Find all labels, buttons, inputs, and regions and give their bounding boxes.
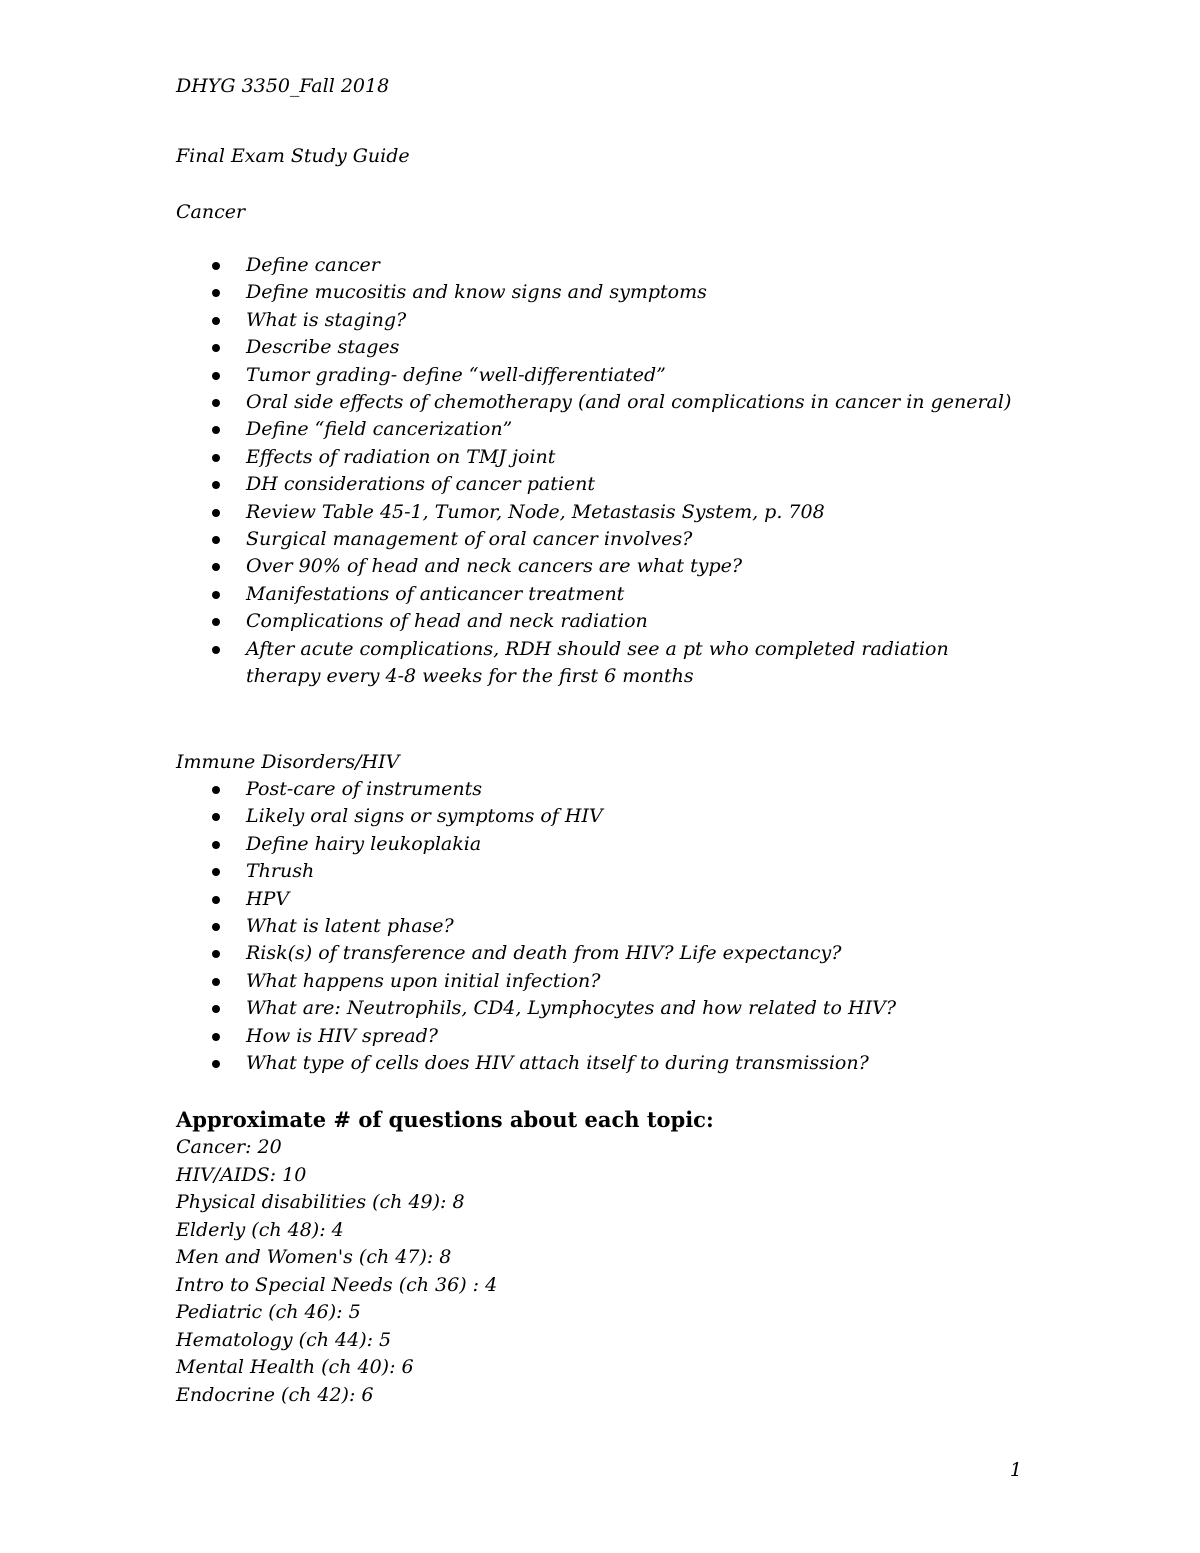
bullet-icon — [212, 289, 220, 297]
topic-count-line: Men and Women's (ch 47): 8 — [176, 1246, 452, 1268]
list-item: What type of cells does HIV attach itself to during transmission? — [176, 1050, 896, 1077]
bullet-icon — [212, 896, 220, 904]
list-item: Describe stages — [176, 334, 1011, 361]
list-item: Likely oral signs or symptoms of HIV — [176, 803, 896, 830]
list-item: Post-care of instruments — [176, 776, 896, 803]
bullet-icon — [212, 1033, 220, 1041]
page-number: 1 — [1009, 1459, 1022, 1481]
bullet-icon — [212, 618, 220, 626]
bullet-icon — [212, 317, 220, 325]
bullet-icon — [212, 563, 220, 571]
bullet-icon — [212, 646, 220, 654]
list-item: Over 90% of head and neck cancers are what type? — [176, 553, 1011, 580]
topic-count-line: Intro to Special Needs (ch 36) : 4 — [176, 1274, 498, 1296]
list-item: Tumor grading- define “well-differentiated” — [176, 362, 1011, 389]
list-item: DH considerations of cancer patient — [176, 471, 1011, 498]
topic-count-line: Cancer: 20 — [176, 1136, 282, 1158]
list-item: Surgical management of oral cancer involves? — [176, 526, 1011, 553]
list-item: After acute complications, RDH should see a pt who completed radiation therapy every 4-8 weeks for the first 6 months — [176, 636, 1011, 691]
list-item: Define cancer — [176, 252, 1011, 279]
bullet-icon — [212, 868, 220, 876]
bullet-icon — [212, 591, 220, 599]
topic-count-line: HIV/AIDS: 10 — [176, 1164, 307, 1186]
bullet-icon — [212, 536, 220, 544]
topic-count-line: Elderly (ch 48): 4 — [176, 1219, 344, 1241]
bullet-icon — [212, 1060, 220, 1068]
immune-heading: Immune Disorders/HIV — [176, 751, 400, 773]
bullet-icon — [212, 481, 220, 489]
list-item: Effects of radiation on TMJ joint — [176, 444, 1011, 471]
course-header: DHYG 3350_Fall 2018 — [176, 75, 390, 97]
topic-count-line: Endocrine (ch 42): 6 — [176, 1384, 374, 1406]
bullet-icon — [212, 262, 220, 270]
bullet-icon — [212, 950, 220, 958]
topic-count-line: Mental Health (ch 40): 6 — [176, 1356, 414, 1378]
bullet-icon — [212, 813, 220, 821]
bullet-icon — [212, 344, 220, 352]
immune-list — [176, 776, 896, 1077]
list-item: Thrush — [176, 858, 896, 885]
list-item: What is latent phase? — [176, 913, 896, 940]
bullet-icon — [212, 1005, 220, 1013]
cancer-heading: Cancer — [176, 201, 246, 223]
question-count-heading: Approximate # of questions about each topic: — [176, 1107, 714, 1132]
list-item: Review Table 45-1, Tumor, Node, Metastasis System, p. 708 — [176, 499, 1011, 526]
list-item: HPV — [176, 886, 896, 913]
list-item: What is staging? — [176, 307, 1011, 334]
bullet-icon — [212, 786, 220, 794]
bullet-icon — [212, 399, 220, 407]
list-item: Complications of head and neck radiation — [176, 608, 1011, 635]
bullet-icon — [212, 841, 220, 849]
list-item: Define mucositis and know signs and symptoms — [176, 279, 1011, 306]
bullet-icon — [212, 923, 220, 931]
list-item: Define “field cancerization” — [176, 416, 1011, 443]
list-item: Oral side effects of chemotherapy (and oral complications in cancer in general) — [176, 389, 1011, 416]
cancer-list — [176, 252, 1011, 691]
bullet-icon — [212, 454, 220, 462]
list-item: How is HIV spread? — [176, 1023, 896, 1050]
bullet-icon — [212, 372, 220, 380]
list-item: What are: Neutrophils, CD4, Lymphocytes and how related to HIV? — [176, 995, 896, 1022]
list-item: Manifestations of anticancer treatment — [176, 581, 1011, 608]
page-title: Final Exam Study Guide — [176, 145, 410, 167]
topic-count-line: Physical disabilities (ch 49): 8 — [176, 1191, 465, 1213]
bullet-icon — [212, 426, 220, 434]
list-item: What happens upon initial infection? — [176, 968, 896, 995]
list-item: Define hairy leukoplakia — [176, 831, 896, 858]
bullet-icon — [212, 978, 220, 986]
topic-count-line: Pediatric (ch 46): 5 — [176, 1301, 361, 1323]
list-item: Risk(s) of transference and death from HIV? Life expectancy? — [176, 940, 896, 967]
bullet-icon — [212, 509, 220, 517]
topic-count-line: Hematology (ch 44): 5 — [176, 1329, 392, 1351]
